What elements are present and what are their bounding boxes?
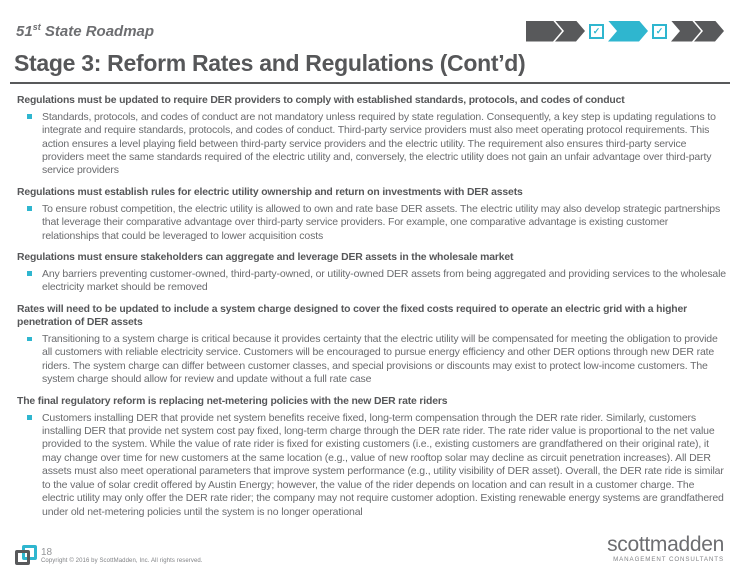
bullet-square-icon [27,206,32,211]
footer-meta [41,547,203,565]
section-standards [17,94,726,178]
current-stage-arrow-icon [608,21,648,42]
section-heading: The final regulatory reform is replacing net-metering policies with the new DER rate riders [17,395,448,407]
bullet-square-icon [27,114,32,119]
roadmap-label [16,22,154,40]
brand-tagline: MANAGEMENT CONSULTANTS [613,555,724,563]
bullet-item [17,412,726,520]
bullet-text: Standards, protocols, and codes of conduct are not mandatory unless required by state regulation. Consequently, a key step is updating regulations to integrate and require standards, protocols, and codes of conduct. Third-party service providers must also meet operating protocol requirements. This action ensures a level playing field between third-party service providers and the electric utility. The requirement also ensures third-party service providers meet the same standards required of the electric utility and, conversely, the electric utility does not gain an unfair advantage over third-party service providers [42,110,716,177]
footer-brand [607,534,724,563]
scottmadden-logo-icon [15,545,37,565]
check-icon: ✓ [655,25,664,36]
footer-left [15,545,203,565]
bullet-text: Any barriers preventing customer-owned, third-party-owned, or utility-owned DER assets from being aggregated and providing services to the wholesale electricity market should be removed [42,267,726,294]
section-heading: Regulations must be updated to require DER providers to comply with established standards, protocols, and codes of conduct [17,95,625,106]
stage-progress-indicator [526,21,724,42]
bullet-square-icon [27,415,32,420]
stage-checked-checkbox-icon [652,24,667,39]
roadmap-label-number: 51 [16,23,33,40]
page-number: 18 [41,547,53,559]
stage-checked-checkbox-icon [589,24,604,39]
check-icon: ✓ [592,25,601,36]
bullet-text: Customers installing DER that provide net system benefits receive fixed, long-term compensation through the DER rate rider. Similarly, customers installing DER that provide net system cost pay fixed, long-term charge through the DER rate rider. The rate rider value is proportional to the net value provided to the system. While the value of rate rider is fixed for existing customers (i.e., existing customers are grandfathered on their original rate), it may change over time for new customers at the same location (e.g., value of new rooftop solar may decline as circuit penetration increases). All DER assets must also meet operational parameters that improve system performance (e.g., utility visibility of DER asset). Overall, the DER rate ride is similar to the value of solar credit offered by Austin Energy; however, the value of the rider depends on location and can result in a customer charge. The electric utility may only offer the DER rate rider; the company may not require customer adoption. Existing renewable energy systems are grandfathered under old net-metering policies until the system is no longer operational [42,411,724,518]
bullet-text: To ensure robust competition, the electric utility is allowed to own and rate base DER assets. The electric utility may also develop strategic partnerships that leverage their comparative advantage over third-party service providers. For example, one comparative advantage is existing customer relationships that could be leveraged to lower acquisition costs [42,202,721,242]
section-system-charge [17,303,726,387]
section-heading: Rates will need to be updated to include a system charge designed to cover the fixed costs required to operate an electric grid with a higher penetration of DER assets [17,303,687,329]
brand-wordmark: scottmadden [607,532,724,556]
bullet-text: Transitioning to a system charge is critical because it provides certainty that the electric utility will be compensated for meeting the obligation to provide all customers with reliable electricity service. Customers will be encouraged to pursue energy efficiency and other DER options through new DER rate riders. The system charge can differ between customer classes, and special provisions or discounts may exist to protect low-income customers. The system charge should allow for review and update without a full rate case [42,333,718,386]
bullet-item [17,268,726,295]
bullet-item [17,111,726,178]
stage-arrow-icon [671,21,701,42]
bullet-item [17,203,726,243]
stage-arrow-icon [526,21,562,42]
slide-header [0,0,740,46]
bullet-square-icon [27,337,32,342]
roadmap-label-ordinal: st [32,22,41,32]
logo-gray-square-icon [15,550,30,565]
roadmap-label-text: State Roadmap [40,23,155,40]
page-title: Stage 3: Reform Rates and Regulations (Cont’d) [14,50,526,76]
section-heading: Regulations must ensure stakeholders can aggregate and leverage DER assets in the wholesale market [17,251,514,263]
bullet-square-icon [27,271,32,276]
copyright-notice: Copyright © 2016 by ScottMadden, Inc. All rights reserved. [41,558,203,565]
section-ownership [17,186,726,243]
section-heading: Regulations must establish rules for electric utility ownership and return on investments with DER assets [17,186,523,198]
section-wholesale-market [17,251,726,295]
bullet-item [17,333,726,387]
slide-body [0,84,740,519]
section-net-metering [17,395,726,519]
